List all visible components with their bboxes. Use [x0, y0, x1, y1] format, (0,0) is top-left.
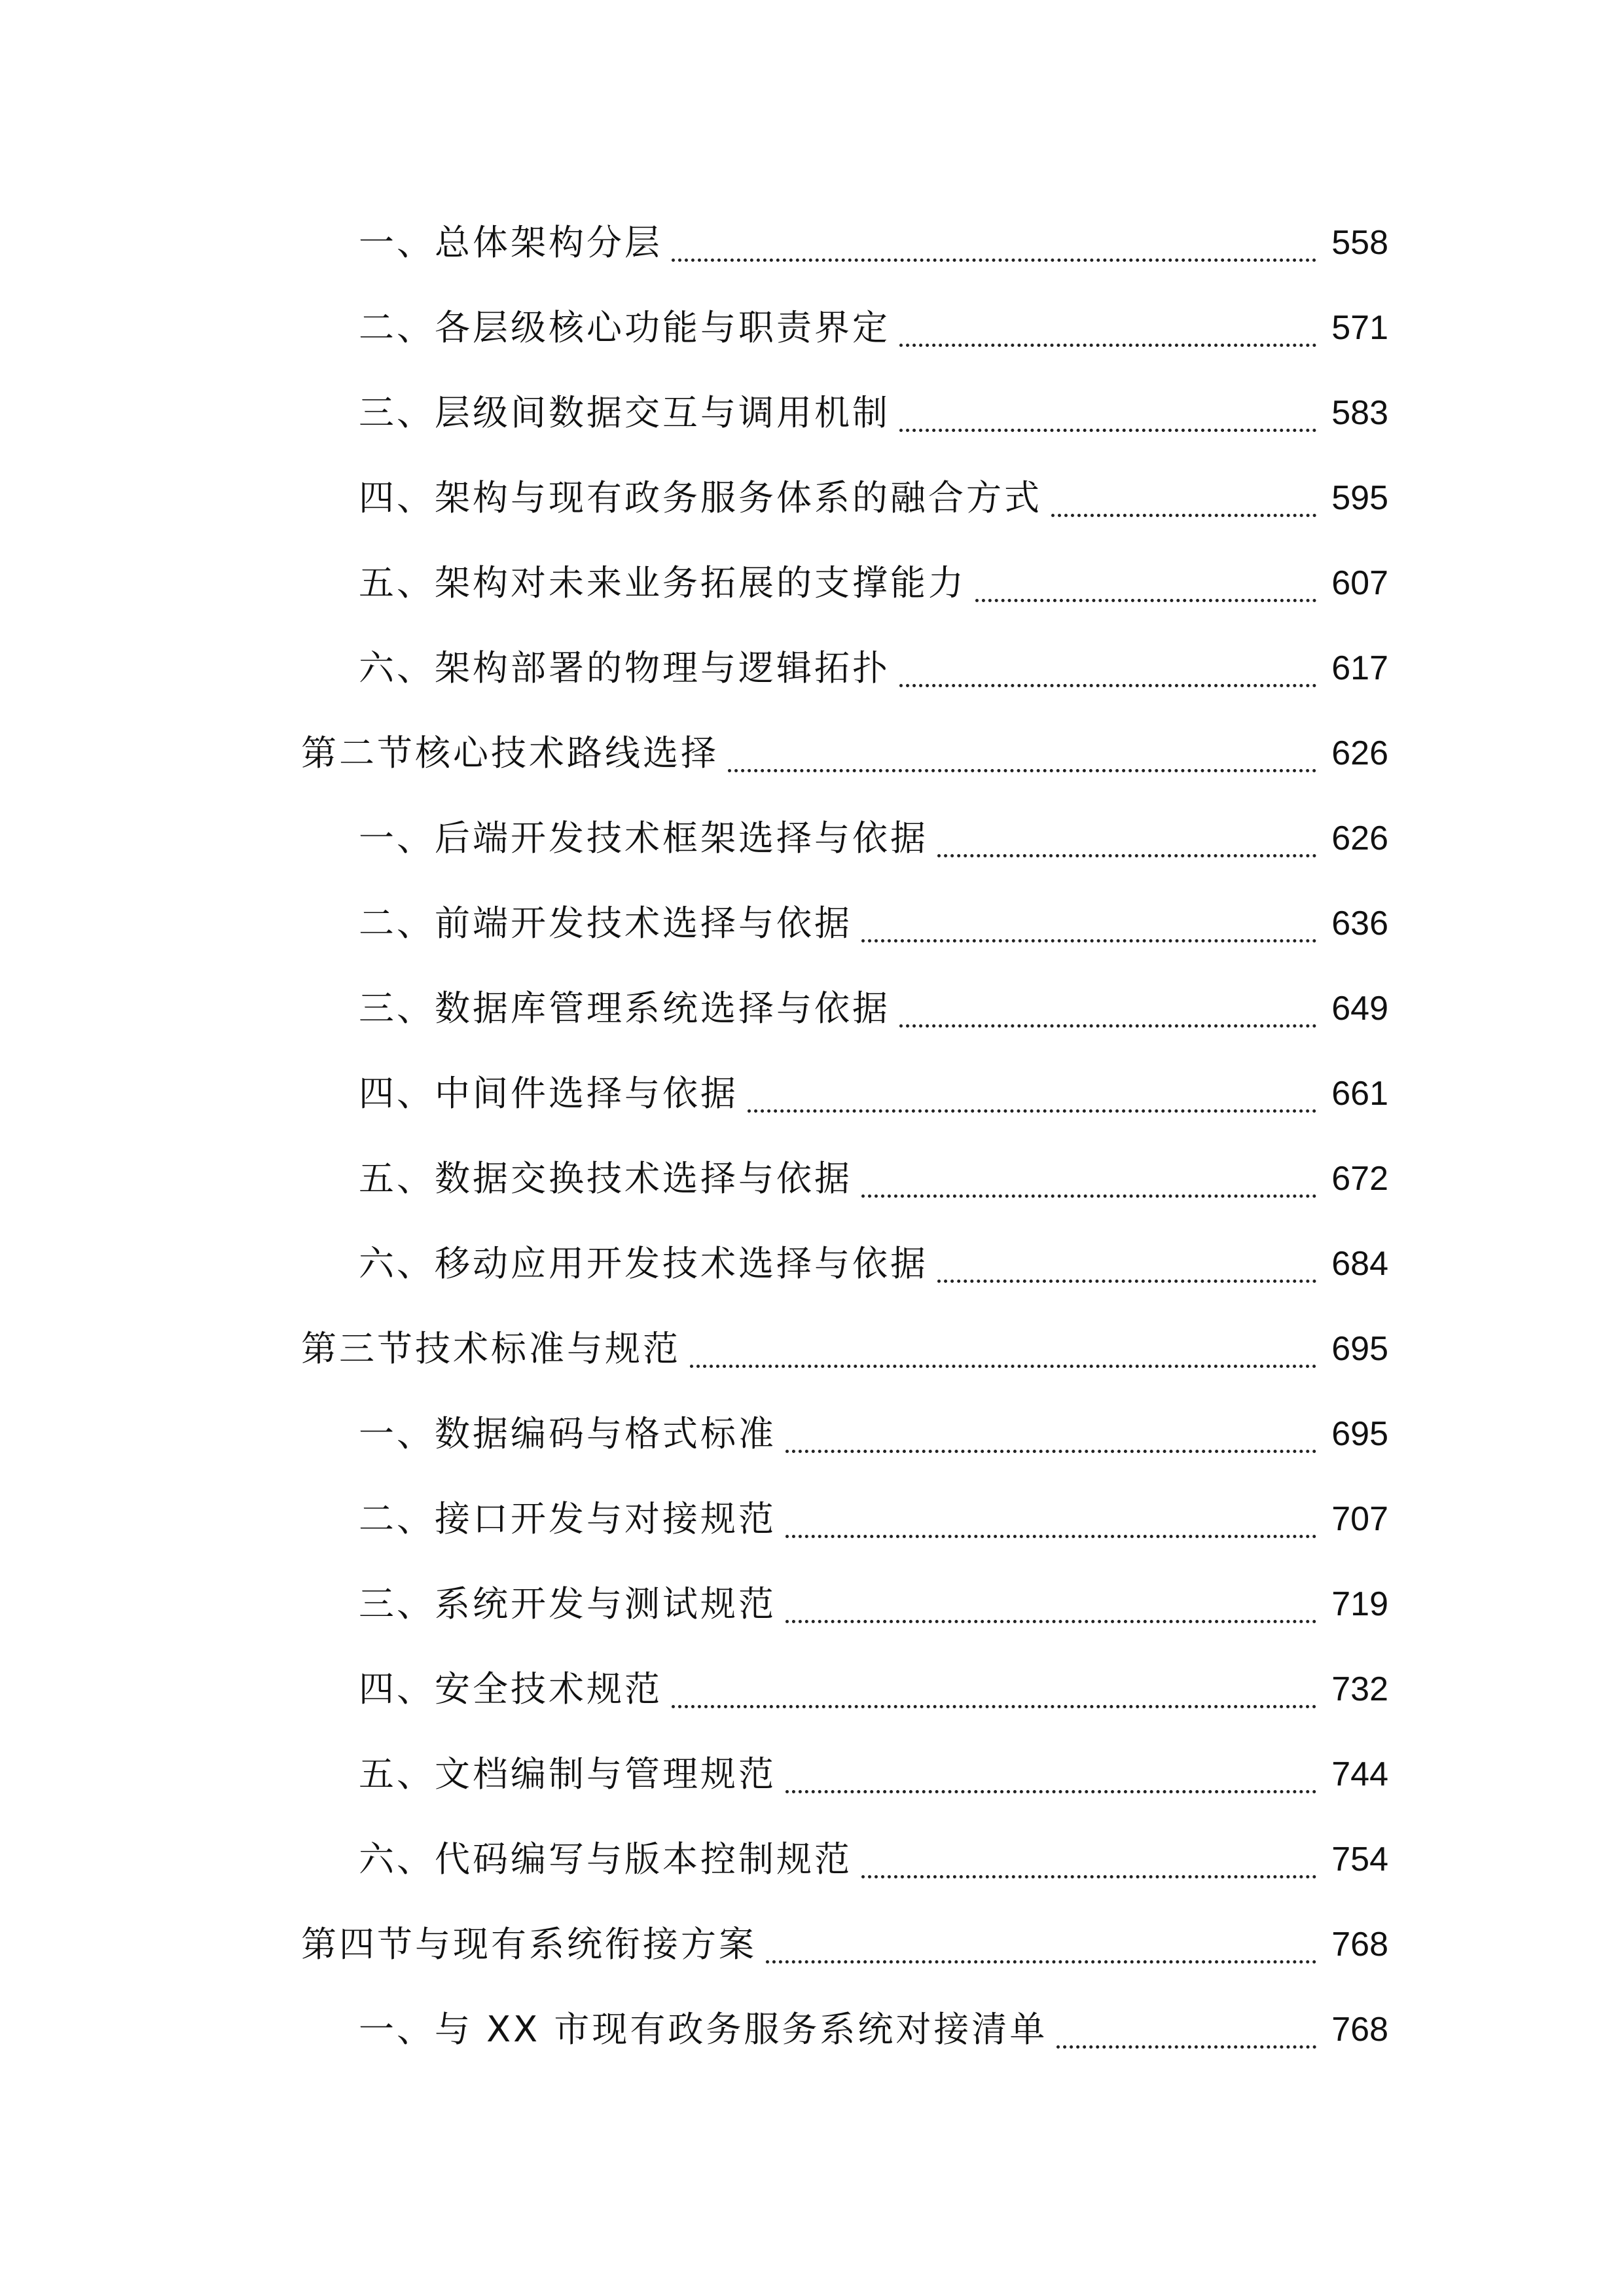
toc-entry-page-number: 768	[1331, 1926, 1388, 1964]
toc-entry[interactable]	[0, 1398, 1624, 1470]
toc-entry-title: 第三节技术标准与规范	[301, 1328, 681, 1369]
toc-entry-page-number: 695	[1331, 1330, 1388, 1368]
toc-entry[interactable]	[0, 1228, 1624, 1300]
toc-entry-title: 二、前端开发技术选择与依据	[359, 903, 852, 944]
toc-dot-leader	[785, 1398, 1316, 1470]
toc-dot-leader	[728, 717, 1316, 789]
toc-entry-page-number: 607	[1331, 564, 1388, 602]
toc-dot-leader	[785, 1738, 1316, 1810]
toc-entry-page-number: 707	[1331, 1500, 1388, 1538]
toc-dot-leader	[899, 632, 1316, 704]
toc-entry[interactable]	[0, 462, 1624, 534]
toc-dot-leader	[937, 1228, 1316, 1300]
toc-entry-title: 六、代码编写与版本控制规范	[359, 1839, 852, 1880]
toc-entry-page-number: 695	[1331, 1415, 1388, 1453]
toc-dot-leader	[785, 1483, 1316, 1555]
toc-entry-title: 第二节核心技术路线选择	[301, 732, 719, 774]
toc-entry-page-number: 661	[1331, 1075, 1388, 1113]
toc-entry-page-number: 558	[1331, 224, 1388, 262]
toc-entry-page-number: 732	[1331, 1670, 1388, 1708]
toc-dot-leader	[937, 802, 1316, 874]
toc-dot-leader	[1056, 1994, 1316, 2066]
toc-entry-title: 三、数据库管理系统选择与依据	[359, 988, 890, 1029]
toc-entry-title: 六、移动应用开发技术选择与依据	[359, 1243, 928, 1284]
toc-section-entry[interactable]	[0, 1313, 1624, 1385]
toc-entry-title: 五、架构对未来业务拓展的支撑能力	[359, 562, 966, 603]
toc-section-entry[interactable]	[0, 717, 1624, 789]
toc-dot-leader	[672, 1653, 1316, 1725]
toc-entry[interactable]	[0, 1058, 1624, 1130]
toc-entry[interactable]	[0, 292, 1624, 364]
toc-entry[interactable]	[0, 1994, 1624, 2066]
toc-entry-title: 二、各层级核心功能与职责界定	[359, 307, 890, 348]
toc-entry[interactable]	[0, 888, 1624, 960]
toc-entry-page-number: 768	[1331, 2011, 1388, 2049]
toc-dot-leader	[1051, 462, 1316, 534]
toc-entry-page-number: 684	[1331, 1245, 1388, 1283]
toc-entry-page-number: 595	[1331, 479, 1388, 517]
toc-entry-page-number: 626	[1331, 734, 1388, 772]
toc-dot-leader	[748, 1058, 1316, 1130]
toc-entry-title: 二、接口开发与对接规范	[359, 1498, 776, 1539]
toc-entry-page-number: 617	[1331, 649, 1388, 687]
toc-dot-leader	[861, 1823, 1316, 1895]
toc-dot-leader	[899, 292, 1316, 364]
toc-dot-leader	[861, 1143, 1316, 1215]
toc-entry-page-number: 672	[1331, 1160, 1388, 1198]
toc-entry-title: 三、层级间数据交互与调用机制	[359, 392, 890, 433]
toc-entry[interactable]	[0, 802, 1624, 874]
toc-entry-page-number: 744	[1331, 1755, 1388, 1793]
toc-entry-title: 四、架构与现有政务服务体系的融合方式	[359, 477, 1042, 518]
toc-entry-title: 三、系统开发与测试规范	[359, 1583, 776, 1624]
toc-dot-leader	[899, 973, 1316, 1045]
toc-entry[interactable]	[0, 547, 1624, 619]
toc-entry[interactable]	[0, 1143, 1624, 1215]
toc-section-entry[interactable]	[0, 1909, 1624, 1981]
toc-dot-leader	[785, 1568, 1316, 1640]
toc-entry[interactable]	[0, 1483, 1624, 1555]
toc-entry-page-number: 583	[1331, 394, 1388, 432]
toc-entry[interactable]	[0, 1653, 1624, 1725]
toc-dot-leader	[766, 1909, 1316, 1981]
toc-entry-page-number: 626	[1331, 819, 1388, 857]
toc-entry-page-number: 636	[1331, 905, 1388, 942]
toc-entry-title: 五、数据交换技术选择与依据	[359, 1158, 852, 1199]
toc-dot-leader	[861, 888, 1316, 960]
toc-entry-title: 四、中间件选择与依据	[359, 1073, 738, 1114]
toc-entry[interactable]	[0, 207, 1624, 279]
toc-entry[interactable]	[0, 377, 1624, 449]
toc-entry-title: 一、与 XX 市现有政务服务系统对接清单	[359, 2009, 1048, 2050]
toc-entry[interactable]	[0, 1823, 1624, 1895]
toc-entry-page-number: 571	[1331, 309, 1388, 347]
toc-entry-title: 六、架构部署的物理与逻辑拓扑	[359, 647, 890, 689]
toc-dot-leader	[975, 547, 1316, 619]
toc-entry[interactable]	[0, 1568, 1624, 1640]
toc-entry-title: 一、总体架构分层	[359, 222, 662, 263]
toc-entry-page-number: 754	[1331, 1840, 1388, 1878]
toc-entry-page-number: 719	[1331, 1585, 1388, 1623]
toc-entry-title: 五、文档编制与管理规范	[359, 1753, 776, 1795]
toc-entry-title: 第四节与现有系统衔接方案	[301, 1924, 757, 1965]
toc-entry-title: 一、后端开发技术框架选择与依据	[359, 817, 928, 859]
toc-entry-title: 一、数据编码与格式标准	[359, 1413, 776, 1454]
toc-entry[interactable]	[0, 973, 1624, 1045]
toc-entry[interactable]	[0, 632, 1624, 704]
toc-entry-title: 四、安全技术规范	[359, 1668, 662, 1710]
toc-dot-leader	[672, 207, 1316, 279]
toc-dot-leader	[899, 377, 1316, 449]
toc-entry-page-number: 649	[1331, 990, 1388, 1028]
toc-dot-leader	[690, 1313, 1316, 1385]
toc-entry[interactable]	[0, 1738, 1624, 1810]
